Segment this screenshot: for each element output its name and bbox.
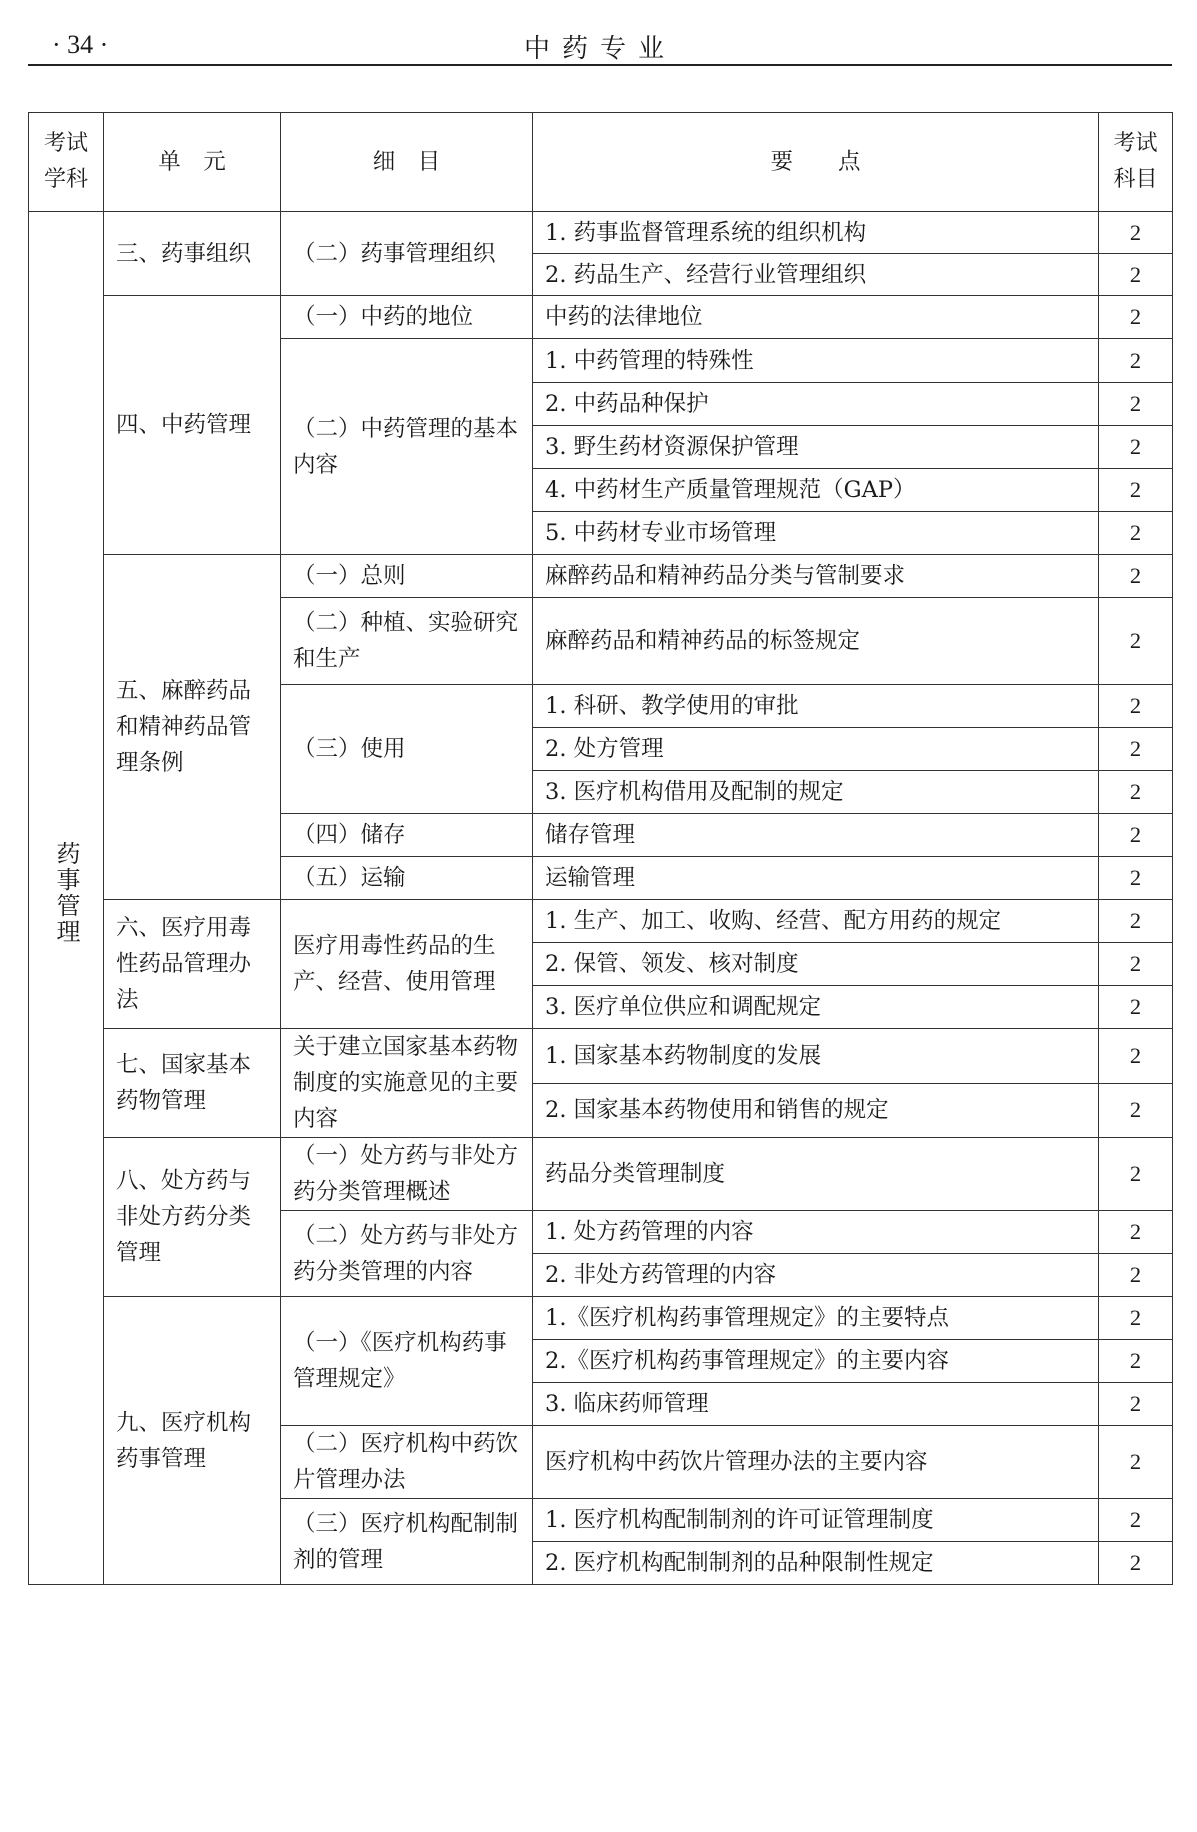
column-header-exam: 考试科目 — [1099, 113, 1173, 212]
item-cell: （二）医疗机构中药饮片管理办法 — [281, 1426, 533, 1499]
score-cell: 2 — [1099, 1340, 1173, 1383]
unit-cell: 三、药事组织 — [104, 212, 281, 296]
item-cell: （二）中药管理的基本内容 — [281, 339, 533, 555]
item-cell: （四）储存 — [281, 814, 533, 857]
point-cell: 2. 非处方药管理的内容 — [533, 1254, 1099, 1297]
unit-cell: 九、医疗机构药事管理 — [104, 1297, 281, 1585]
point-cell: 1. 生产、加工、收购、经营、配方用药的规定 — [533, 900, 1099, 943]
point-cell: 2. 处方管理 — [533, 728, 1099, 771]
score-cell: 2 — [1099, 1083, 1173, 1138]
score-cell: 2 — [1099, 383, 1173, 426]
score-cell: 2 — [1099, 771, 1173, 814]
point-cell: 1. 中药管理的特殊性 — [533, 339, 1099, 383]
point-cell: 1. 国家基本药物制度的发展 — [533, 1029, 1099, 1084]
unit-cell: 八、处方药与非处方药分类管理 — [104, 1138, 281, 1297]
page-title: 中药专业 — [523, 34, 676, 64]
score-cell: 2 — [1099, 943, 1173, 986]
score-cell: 2 — [1099, 426, 1173, 469]
point-cell: 运输管理 — [533, 857, 1099, 900]
score-cell: 2 — [1099, 598, 1173, 685]
table-body — [29, 212, 1173, 1585]
page-header — [28, 18, 1172, 66]
score-cell: 2 — [1099, 512, 1173, 555]
score-cell: 2 — [1099, 1499, 1173, 1542]
point-cell: 1. 医疗机构配制制剂的许可证管理制度 — [533, 1499, 1099, 1542]
score-cell: 2 — [1099, 986, 1173, 1029]
point-cell: 2. 中药品种保护 — [533, 383, 1099, 426]
point-cell: 2. 药品生产、经营行业管理组织 — [533, 254, 1099, 296]
point-cell: 5. 中药材专业市场管理 — [533, 512, 1099, 555]
point-cell: 1. 处方药管理的内容 — [533, 1211, 1099, 1254]
score-cell: 2 — [1099, 469, 1173, 512]
item-cell: （三）医疗机构配制制剂的管理 — [281, 1499, 533, 1585]
point-cell: 1. 药事监督管理系统的组织机构 — [533, 212, 1099, 254]
score-cell: 2 — [1099, 296, 1173, 339]
table-row — [29, 212, 1173, 254]
score-cell: 2 — [1099, 685, 1173, 728]
item-cell: （一）处方药与非处方药分类管理概述 — [281, 1138, 533, 1211]
point-cell: 2. 国家基本药物使用和销售的规定 — [533, 1083, 1099, 1138]
point-cell: 3. 医疗单位供应和调配规定 — [533, 986, 1099, 1029]
point-cell: 3. 医疗机构借用及配制的规定 — [533, 771, 1099, 814]
point-cell: 麻醉药品和精神药品分类与管制要求 — [533, 555, 1099, 598]
item-cell: 医疗用毒性药品的生产、经营、使用管理 — [281, 900, 533, 1029]
point-cell: 麻醉药品和精神药品的标签规定 — [533, 598, 1099, 685]
point-cell: 3. 临床药师管理 — [533, 1383, 1099, 1426]
score-cell: 2 — [1099, 1297, 1173, 1340]
score-cell: 2 — [1099, 1426, 1173, 1499]
point-cell: 药品分类管理制度 — [533, 1138, 1099, 1211]
point-cell: 医疗机构中药饮片管理办法的主要内容 — [533, 1426, 1099, 1499]
item-cell: （二）药事管理组织 — [281, 212, 533, 296]
table-row — [29, 1029, 1173, 1084]
point-cell: 1. 科研、教学使用的审批 — [533, 685, 1099, 728]
point-cell: 2. 医疗机构配制制剂的品种限制性规定 — [533, 1542, 1099, 1585]
point-cell: 储存管理 — [533, 814, 1099, 857]
unit-cell: 六、医疗用毒性药品管理办法 — [104, 900, 281, 1029]
item-cell: （五）运输 — [281, 857, 533, 900]
subject-cell — [29, 212, 104, 1585]
point-cell: 4. 中药材生产质量管理规范（GAP） — [533, 469, 1099, 512]
item-cell: （一）中药的地位 — [281, 296, 533, 339]
unit-cell: 七、国家基本药物管理 — [104, 1029, 281, 1138]
table-row — [29, 296, 1173, 339]
item-cell: （一）《医疗机构药事管理规定》 — [281, 1297, 533, 1426]
score-cell: 2 — [1099, 857, 1173, 900]
score-cell: 2 — [1099, 1254, 1173, 1297]
column-header-unit: 单 元 — [104, 113, 281, 212]
score-cell: 2 — [1099, 1211, 1173, 1254]
score-cell: 2 — [1099, 1542, 1173, 1585]
syllabus-table — [28, 112, 1173, 1585]
page-number: · 34 · — [52, 30, 109, 59]
subject-label: 药事管理 — [52, 840, 80, 945]
point-cell: 3. 野生药材资源保护管理 — [533, 426, 1099, 469]
point-cell: 2. 保管、领发、核对制度 — [533, 943, 1099, 986]
score-cell: 2 — [1099, 814, 1173, 857]
item-cell: （二）处方药与非处方药分类管理的内容 — [281, 1211, 533, 1297]
score-cell: 2 — [1099, 212, 1173, 254]
column-header-point: 要 点 — [533, 113, 1099, 212]
column-header-item: 细 目 — [281, 113, 533, 212]
point-cell: 中药的法律地位 — [533, 296, 1099, 339]
score-cell: 2 — [1099, 1138, 1173, 1211]
point-cell: 1.《医疗机构药事管理规定》的主要特点 — [533, 1297, 1099, 1340]
item-cell: （三）使用 — [281, 685, 533, 814]
table-header-row — [29, 113, 1173, 212]
column-header-subject: 考试学科 — [29, 113, 104, 212]
point-cell: 2.《医疗机构药事管理规定》的主要内容 — [533, 1340, 1099, 1383]
unit-cell: 四、中药管理 — [104, 296, 281, 555]
table-row — [29, 1297, 1173, 1340]
score-cell: 2 — [1099, 1029, 1173, 1084]
score-cell: 2 — [1099, 555, 1173, 598]
item-cell: （二）种植、实验研究和生产 — [281, 598, 533, 685]
score-cell: 2 — [1099, 900, 1173, 943]
item-cell: （一）总则 — [281, 555, 533, 598]
table-row — [29, 900, 1173, 943]
score-cell: 2 — [1099, 728, 1173, 771]
score-cell: 2 — [1099, 339, 1173, 383]
unit-cell: 五、麻醉药品和精神药品管理条例 — [104, 555, 281, 900]
table-row — [29, 1138, 1173, 1211]
score-cell: 2 — [1099, 254, 1173, 296]
score-cell: 2 — [1099, 1383, 1173, 1426]
item-cell: 关于建立国家基本药物制度的实施意见的主要内容 — [281, 1029, 533, 1138]
table-row — [29, 555, 1173, 598]
